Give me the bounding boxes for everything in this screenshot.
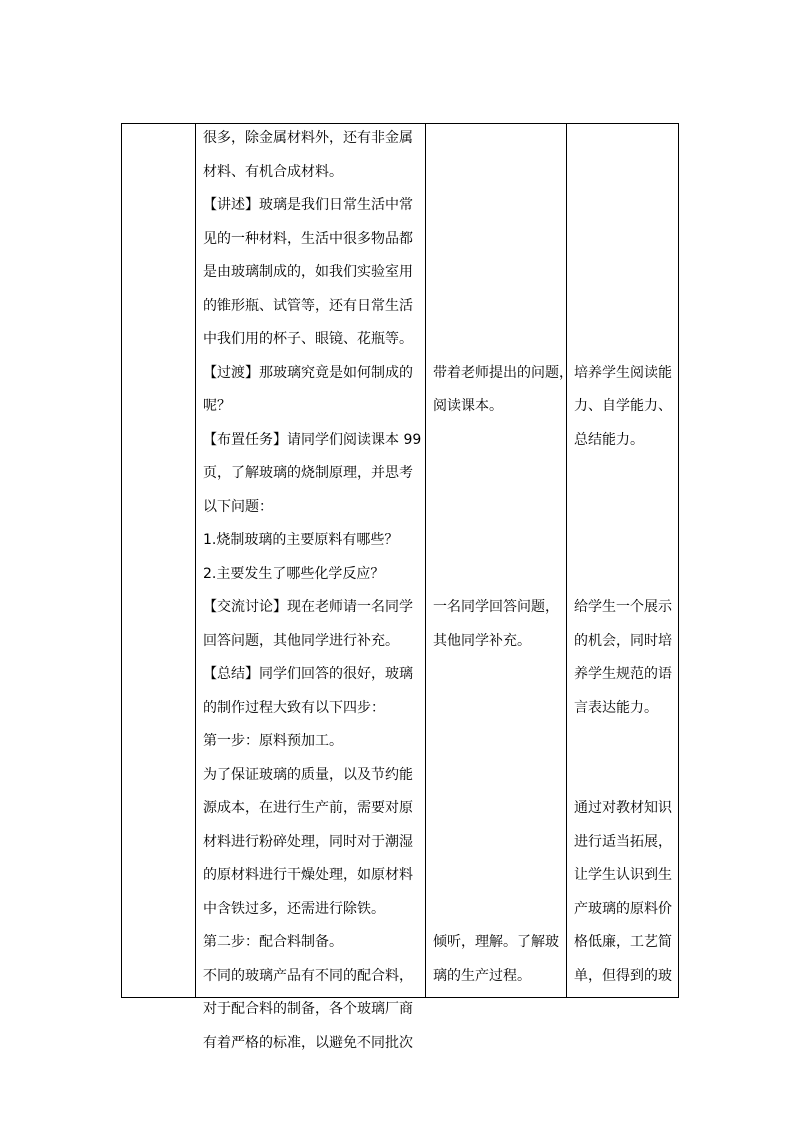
teacher-text-line: 对于配合料的制备，各个玻璃厂商 (203, 1001, 413, 1017)
teacher-text-line: 很多，除金属材料外，还有非金属 (203, 130, 413, 146)
intent-text-line: 通过对教材知识 (574, 800, 672, 816)
teacher-text-line: 【总结】同学们回答的很好，玻璃 (203, 666, 413, 682)
teacher-text-line: 第一步：原料预加工。 (203, 733, 343, 749)
intent-text-line: 总结能力。 (574, 431, 644, 448)
teacher-text-line: 为了保证玻璃的质量，以及节约能 (203, 766, 413, 783)
student-text-line: 倾听，理解。了解玻 (433, 934, 559, 950)
table-row (122, 124, 679, 998)
intent-text-line: 养学生规范的语 (574, 666, 672, 682)
intent-text-line: 给学生一个展示 (574, 599, 672, 615)
teacher-text-line: 中含铁过多，还需进行除铁。 (203, 900, 385, 917)
teacher-text-line: 【讲述】玻璃是我们日常生活中常 (203, 197, 413, 213)
intent-text-line: 单，但得到的玻 (574, 967, 672, 984)
teacher-text-line: 见的一种材料，生活中很多物品都 (203, 230, 413, 247)
intent-text-line: 力、自学能力、 (574, 398, 672, 414)
stage-cell (122, 124, 196, 998)
intent-text-line: 培养学生阅读能 (574, 364, 672, 381)
teacher-text-line: 的原材料进行干燥处理，如原材料 (203, 867, 413, 883)
teacher-text-line: 【交流讨论】现在老师请一名同学 (203, 599, 413, 615)
teacher-text-line: 材料进行粉碎处理，同时对于潮湿 (203, 833, 413, 850)
teacher-text-line: 有着严格的标准，以避免不同批次 (203, 1034, 413, 1051)
teacher-text-line: 【过渡】那玻璃究竟是如何制成的 (203, 364, 413, 381)
intent-text-line: 言表达能力。 (574, 699, 658, 716)
teacher-text-line: 页，了解玻璃的烧制原理，并思考 (203, 465, 413, 481)
design-intent-cell (567, 124, 679, 998)
student-activity-cell (426, 124, 573, 998)
intent-text-line: 格低廉，工艺简 (574, 934, 672, 950)
teacher-text-line: 【布置任务】请同学们阅读课本 99 (203, 431, 422, 448)
intent-text-line: 进行适当拓展， (574, 833, 672, 850)
teacher-text-line: 不同的玻璃产品有不同的配合料， (203, 967, 413, 984)
teacher-text-line: 以下问题： (203, 498, 273, 515)
teacher-text-line: 源成本，在进行生产前，需要对原 (203, 800, 413, 816)
teacher-text-line: 材料、有机合成材料。 (203, 163, 343, 180)
student-text-line: 带着老师提出的问题， (433, 364, 573, 381)
intent-text-line: 让学生认识到生 (574, 867, 672, 883)
intent-text-line: 的机会，同时培 (574, 632, 672, 649)
teacher-text-line: 的制作过程大致有以下四步： (203, 699, 385, 716)
teacher-text-line: 第二步：配合料制备。 (203, 934, 343, 950)
teacher-text-line: 是由玻璃制成的，如我们实验室用 (203, 264, 413, 280)
teacher-text-line: 1.烧制玻璃的主要原料有哪些？ (203, 532, 399, 548)
teacher-text-line: 呢？ (203, 398, 231, 414)
student-text-line: 阅读课本。 (433, 398, 503, 414)
teacher-activity-cell (196, 124, 426, 1051)
teacher-text-line: 中我们用的杯子、眼镜、花瓶等。 (203, 331, 413, 347)
student-text-line: 璃的生产过程。 (433, 967, 531, 984)
teacher-text-line: 的锥形瓶、试管等，还有日常生活 (203, 297, 413, 314)
teacher-text-line: 2.主要发生了哪些化学反应？ (203, 565, 385, 582)
student-text-line: 其他同学补充。 (433, 632, 531, 649)
lesson-plan-table (121, 123, 679, 1051)
student-text-line: 一名同学回答问题， (433, 599, 559, 615)
teacher-text-line: 回答问题，其他同学进行补充。 (203, 632, 399, 649)
intent-text-line: 产玻璃的原料价 (574, 900, 672, 917)
